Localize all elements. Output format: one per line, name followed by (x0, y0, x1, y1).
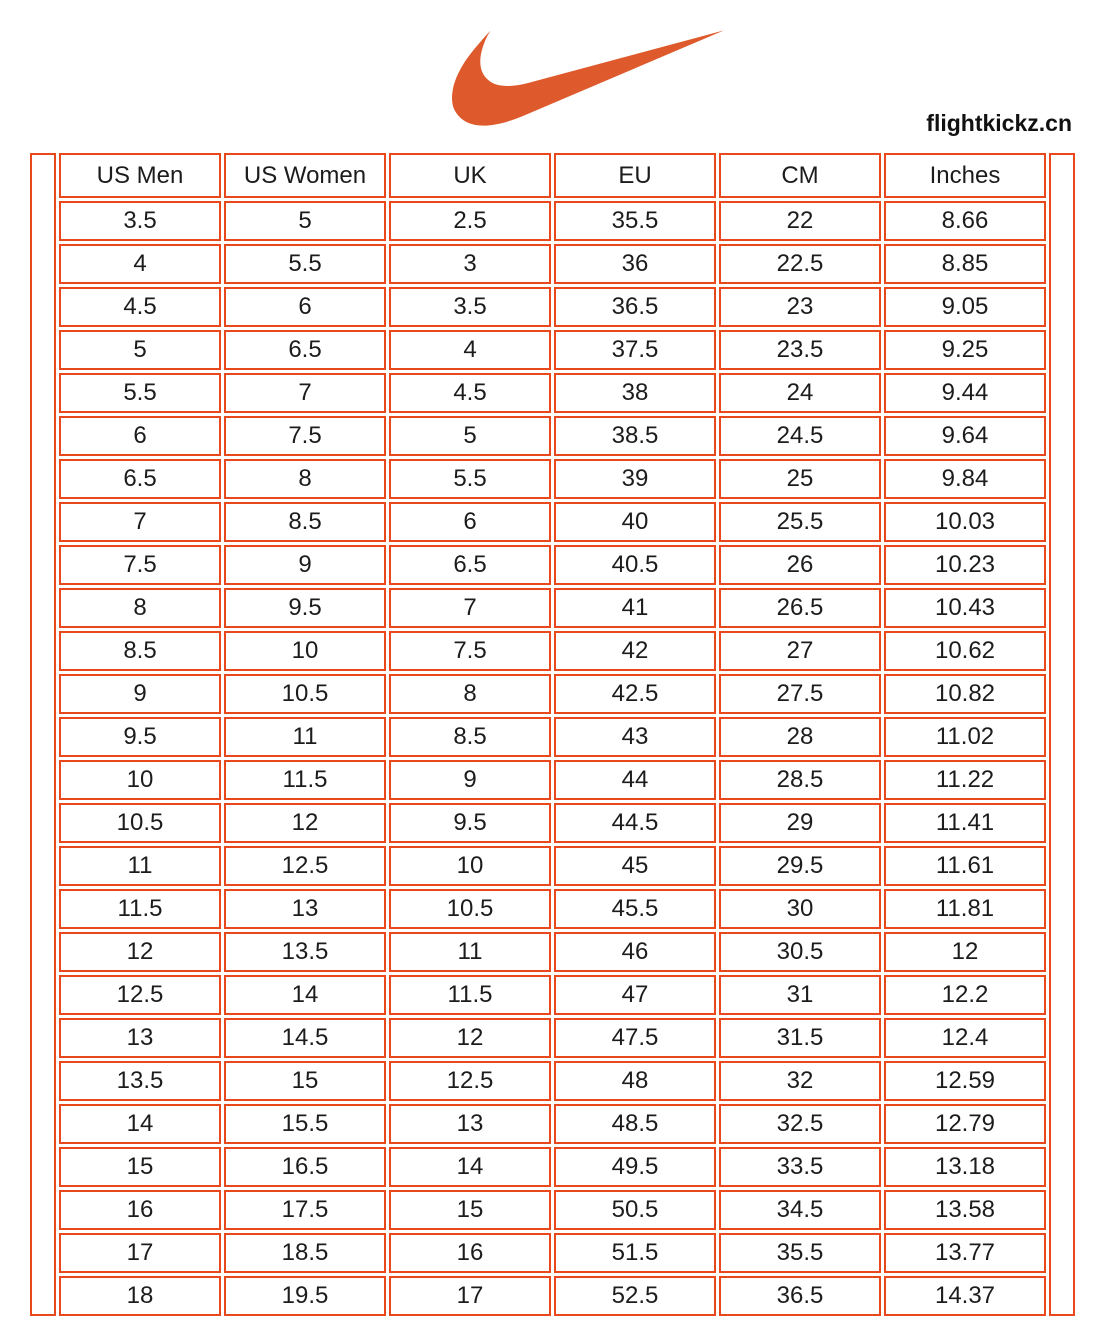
table-cell: 14.5 (224, 1018, 386, 1058)
table-row (30, 502, 1075, 542)
table-cell: 14.37 (884, 1276, 1046, 1316)
table-cell: 23 (719, 287, 881, 327)
table-cell: 29 (719, 803, 881, 843)
table-cell: 11.5 (389, 975, 551, 1015)
table-cell: 31 (719, 975, 881, 1015)
table-cell: 7 (224, 373, 386, 413)
table-cell: 27.5 (719, 674, 881, 714)
table-row (30, 1190, 1075, 1230)
table-cell: 39 (554, 459, 716, 499)
table-cell: 9.64 (884, 416, 1046, 456)
table-cell: 9.44 (884, 373, 1046, 413)
table-cell: 36.5 (554, 287, 716, 327)
table-cell: 50.5 (554, 1190, 716, 1230)
table-cell: 6 (389, 502, 551, 542)
table-cell: 10 (389, 846, 551, 886)
table-cell: 10.03 (884, 502, 1046, 542)
table-cell: 17 (389, 1276, 551, 1316)
table-cell: 5 (59, 330, 221, 370)
table-cell: 9 (389, 760, 551, 800)
table-row (30, 1276, 1075, 1316)
table-cell: 40.5 (554, 545, 716, 585)
table-cell: 44 (554, 760, 716, 800)
table-cell: 7 (389, 588, 551, 628)
table-row (30, 459, 1075, 499)
table-cell: 17 (59, 1233, 221, 1273)
table-cell: 40 (554, 502, 716, 542)
table-cell: 52.5 (554, 1276, 716, 1316)
table-cell: 12 (59, 932, 221, 972)
table-cell: 44.5 (554, 803, 716, 843)
table-row (30, 1104, 1075, 1144)
table-cell: 10.23 (884, 545, 1046, 585)
table-cell: 7 (59, 502, 221, 542)
table-cell: 36 (554, 244, 716, 284)
table-row (30, 1018, 1075, 1058)
table-cell: 34.5 (719, 1190, 881, 1230)
table-cell: 8.5 (389, 717, 551, 757)
table-row (30, 1147, 1075, 1187)
table-cell: 35.5 (554, 201, 716, 241)
table-row (30, 287, 1075, 327)
table-cell: 41 (554, 588, 716, 628)
table-cell: 45.5 (554, 889, 716, 929)
table-cell: 14 (224, 975, 386, 1015)
table-cell: 9.5 (59, 717, 221, 757)
table-cell: 4.5 (389, 373, 551, 413)
nike-logo (452, 19, 724, 137)
table-cell: 16 (389, 1233, 551, 1273)
table-cell: 15.5 (224, 1104, 386, 1144)
website-label: flightkickz.cn (926, 110, 1072, 136)
table-row (30, 932, 1075, 972)
table-cell: 4 (59, 244, 221, 284)
column-header-us-women: US Women (224, 153, 386, 198)
table-cell: 25.5 (719, 502, 881, 542)
table-cell: 13.5 (59, 1061, 221, 1101)
table-cell: 12 (224, 803, 386, 843)
column-header-cm: CM (719, 153, 881, 198)
table-cell: 8 (389, 674, 551, 714)
nike-swoosh-icon (452, 19, 724, 137)
column-header-eu: EU (554, 153, 716, 198)
table-cell: 26.5 (719, 588, 881, 628)
table-cell: 48.5 (554, 1104, 716, 1144)
table-row (30, 588, 1075, 628)
table-cell: 48 (554, 1061, 716, 1101)
table-cell: 43 (554, 717, 716, 757)
table-row (30, 889, 1075, 929)
table-cell: 12 (884, 932, 1046, 972)
table-cell: 47 (554, 975, 716, 1015)
table-row (30, 201, 1075, 241)
table-cell: 47.5 (554, 1018, 716, 1058)
table-cell: 10.82 (884, 674, 1046, 714)
table-cell: 8.85 (884, 244, 1046, 284)
table-cell: 13.77 (884, 1233, 1046, 1273)
table-cell: 7.5 (389, 631, 551, 671)
table-cell: 8 (59, 588, 221, 628)
table-cell: 9 (59, 674, 221, 714)
table-cell: 11.61 (884, 846, 1046, 886)
table-row (30, 330, 1075, 370)
table-cell: 11.5 (224, 760, 386, 800)
table-cell: 5.5 (224, 244, 386, 284)
table-cell: 6.5 (59, 459, 221, 499)
table-cell: 15 (389, 1190, 551, 1230)
table-cell: 11.81 (884, 889, 1046, 929)
table-cell: 27 (719, 631, 881, 671)
table-row (30, 760, 1075, 800)
size-table-body (30, 153, 1075, 1316)
table-row (30, 975, 1075, 1015)
table-row (30, 1061, 1075, 1101)
table-cell: 29.5 (719, 846, 881, 886)
left-accent-bar (30, 153, 56, 1316)
table-cell: 6.5 (224, 330, 386, 370)
table-cell: 42.5 (554, 674, 716, 714)
table-cell: 46 (554, 932, 716, 972)
table-cell: 24 (719, 373, 881, 413)
table-cell: 9.84 (884, 459, 1046, 499)
table-cell: 28.5 (719, 760, 881, 800)
size-conversion-table (27, 150, 1078, 1319)
table-cell: 10.62 (884, 631, 1046, 671)
column-header-uk: UK (389, 153, 551, 198)
table-cell: 12.4 (884, 1018, 1046, 1058)
table-cell: 8 (224, 459, 386, 499)
table-cell: 3 (389, 244, 551, 284)
table-cell: 14 (389, 1147, 551, 1187)
table-cell: 51.5 (554, 1233, 716, 1273)
table-cell: 4 (389, 330, 551, 370)
table-cell: 26 (719, 545, 881, 585)
table-cell: 38 (554, 373, 716, 413)
table-cell: 11.02 (884, 717, 1046, 757)
table-cell: 12.59 (884, 1061, 1046, 1101)
table-cell: 18 (59, 1276, 221, 1316)
table-cell: 10 (59, 760, 221, 800)
table-cell: 49.5 (554, 1147, 716, 1187)
table-cell: 3.5 (389, 287, 551, 327)
table-cell: 11.5 (59, 889, 221, 929)
table-cell: 14 (59, 1104, 221, 1144)
table-row (30, 545, 1075, 585)
table-cell: 30.5 (719, 932, 881, 972)
table-cell: 2.5 (389, 201, 551, 241)
table-row (30, 416, 1075, 456)
table-cell: 13.18 (884, 1147, 1046, 1187)
table-row (30, 717, 1075, 757)
table-cell: 6.5 (389, 545, 551, 585)
table-cell: 10.5 (59, 803, 221, 843)
table-cell: 13 (59, 1018, 221, 1058)
table-cell: 12.2 (884, 975, 1046, 1015)
table-cell: 3.5 (59, 201, 221, 241)
right-accent-bar (1049, 153, 1075, 1316)
table-cell: 12 (389, 1018, 551, 1058)
table-cell: 7.5 (59, 545, 221, 585)
table-cell: 8.5 (224, 502, 386, 542)
table-row (30, 846, 1075, 886)
table-row (30, 674, 1075, 714)
table-cell: 17.5 (224, 1190, 386, 1230)
table-cell: 8.66 (884, 201, 1046, 241)
table-row (30, 373, 1075, 413)
table-cell: 22 (719, 201, 881, 241)
table-cell: 32.5 (719, 1104, 881, 1144)
table-row (30, 631, 1075, 671)
table-cell: 6 (224, 287, 386, 327)
table-cell: 12.79 (884, 1104, 1046, 1144)
table-cell: 7.5 (224, 416, 386, 456)
table-cell: 12.5 (389, 1061, 551, 1101)
table-cell: 11 (389, 932, 551, 972)
table-cell: 38.5 (554, 416, 716, 456)
table-cell: 36.5 (719, 1276, 881, 1316)
table-cell: 11.41 (884, 803, 1046, 843)
table-cell: 22.5 (719, 244, 881, 284)
table-cell: 9.05 (884, 287, 1046, 327)
table-cell: 5.5 (59, 373, 221, 413)
table-cell: 11.22 (884, 760, 1046, 800)
table-cell: 30 (719, 889, 881, 929)
table-cell: 16.5 (224, 1147, 386, 1187)
table-cell: 10.5 (224, 674, 386, 714)
table-cell: 15 (59, 1147, 221, 1187)
table-cell: 13 (224, 889, 386, 929)
table-row (30, 244, 1075, 284)
table-cell: 11 (59, 846, 221, 886)
table-cell: 4.5 (59, 287, 221, 327)
table-cell: 9 (224, 545, 386, 585)
table-cell: 28 (719, 717, 881, 757)
table-cell: 23.5 (719, 330, 881, 370)
table-cell: 18.5 (224, 1233, 386, 1273)
table-cell: 10.43 (884, 588, 1046, 628)
table-cell: 24.5 (719, 416, 881, 456)
table-cell: 9.5 (224, 588, 386, 628)
table-cell: 12.5 (224, 846, 386, 886)
table-cell: 16 (59, 1190, 221, 1230)
table-cell: 19.5 (224, 1276, 386, 1316)
table-cell: 15 (224, 1061, 386, 1101)
table-cell: 5.5 (389, 459, 551, 499)
table-cell: 13.58 (884, 1190, 1046, 1230)
table-cell: 37.5 (554, 330, 716, 370)
column-header-inches: Inches (884, 153, 1046, 198)
table-cell: 10 (224, 631, 386, 671)
table-cell: 5 (389, 416, 551, 456)
table-header-row (30, 153, 1075, 198)
table-cell: 6 (59, 416, 221, 456)
table-cell: 25 (719, 459, 881, 499)
table-cell: 8.5 (59, 631, 221, 671)
table-cell: 45 (554, 846, 716, 886)
table-row (30, 1233, 1075, 1273)
table-cell: 5 (224, 201, 386, 241)
table-cell: 10.5 (389, 889, 551, 929)
table-cell: 33.5 (719, 1147, 881, 1187)
table-cell: 9.5 (389, 803, 551, 843)
table-row (30, 803, 1075, 843)
table-cell: 42 (554, 631, 716, 671)
table-cell: 11 (224, 717, 386, 757)
table-cell: 32 (719, 1061, 881, 1101)
table-cell: 12.5 (59, 975, 221, 1015)
table-cell: 35.5 (719, 1233, 881, 1273)
column-header-us-men: US Men (59, 153, 221, 198)
table-cell: 31.5 (719, 1018, 881, 1058)
table-cell: 13.5 (224, 932, 386, 972)
table-cell: 9.25 (884, 330, 1046, 370)
table-cell: 13 (389, 1104, 551, 1144)
